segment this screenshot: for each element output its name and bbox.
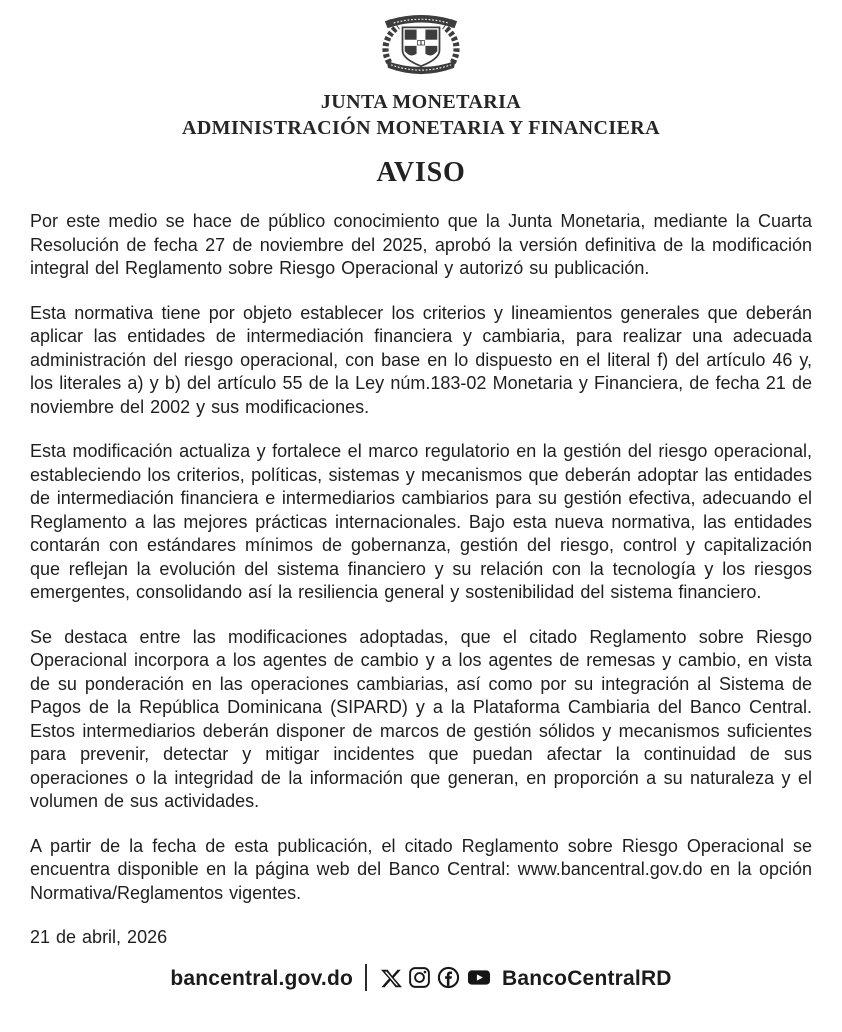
- paragraph-3: Esta modificación actualiza y fortalece el marco regulatorio en la gestión del riesgo operacional, estableciendo los criterios, políticas, sistemas y mecanismos que deberán adoptar las entidades de intermediación financiera e intermediarios cambiarios para su gestión efectiva, adecuando el Reglamento a las mejores prácticas internacionales. Bajo esta nueva normativa, las entidades contarán con estándares mínimos de gobernanza, gestión del riesgo, control y capitalización que reflejan la evolución del sistema financiero y su relación con la tecnología y los riesgos emergentes, consolidando así la resiliencia general y sostenibilidad del sistema financiero.: [30, 441, 812, 602]
- notice-document: [0, 8, 842, 1032]
- facebook-icon: [437, 966, 460, 991]
- instagram-icon: [408, 966, 431, 991]
- org-subtitle: ADMINISTRACIÓN MONETARIA Y FINANCIERA: [182, 117, 660, 139]
- paragraph-5: A partir de la fecha de esta publicación, el citado Reglamento sobre Riesgo Operacional se encuentra disponible en la página web del Banco Central: www.bancentral.gov.do en la opción Normativa/Reglamentos vigentes.: [30, 835, 812, 903]
- org-name: JUNTA MONETARIA: [320, 91, 522, 113]
- website-url: bancentral.gov.do: [170, 966, 354, 990]
- social-handle: BancoCentralRD: [502, 966, 672, 990]
- youtube-icon: [466, 966, 492, 991]
- paragraph-2: Esta normativa tiene por objeto establecer los criterios y lineamientos generales que deberán aplicar las entidades de intermediación financiera y cambiaria, para realizar una adecuada administración del riesgo operacional, con base en lo dispuesto en el literal f) del artículo 46 y, los literales a) y b) del artículo 55 de la Ley núm.183-02 Monetaria y Financiera, de fecha 21 de noviembre del 2002 y sus modificaciones.: [30, 302, 812, 417]
- separator-bar: [365, 964, 367, 991]
- footer-brand-bar: [0, 964, 842, 991]
- notice-body: [30, 210, 812, 950]
- document-header: [0, 8, 842, 190]
- paragraph-4: Se destaca entre las modificaciones adoptadas, que el citado Reglamento sobre Riesgo Operacional incorpora a los agentes de cambio y a los agentes de remesas y cambio, en vista de su ponderación en las operaciones cambiarias, así como por su integración al Sistema de Pagos de la República Dominicana (SIPARD) y a la Plataforma Cambiaria del Banco Central. Estos intermediarios deberán disponer de marcos de gestión sólidos y mecanismos suficientes para prevenir, detectar y mitigar incidentes que puedan afectar la continuidad de sus operaciones o la integridad de la información que generan, en proporción a su naturaleza y el volumen de sus actividades.: [30, 626, 812, 811]
- publication-date: 21 de abril, 2026: [30, 927, 168, 947]
- x-icon: [381, 967, 402, 991]
- dominican-coat-of-arms-icon: [371, 8, 471, 82]
- notice-title: AVISO: [376, 157, 466, 188]
- paragraph-1: Por este medio se hace de público conocimiento que la Junta Monetaria, mediante la Cuarta Resolución de fecha 27 de noviembre del 2025, aprobó la versión definitiva de la modificación integral del Reglamento sobre Riesgo Operacional y autorizó su publicación.: [30, 211, 812, 278]
